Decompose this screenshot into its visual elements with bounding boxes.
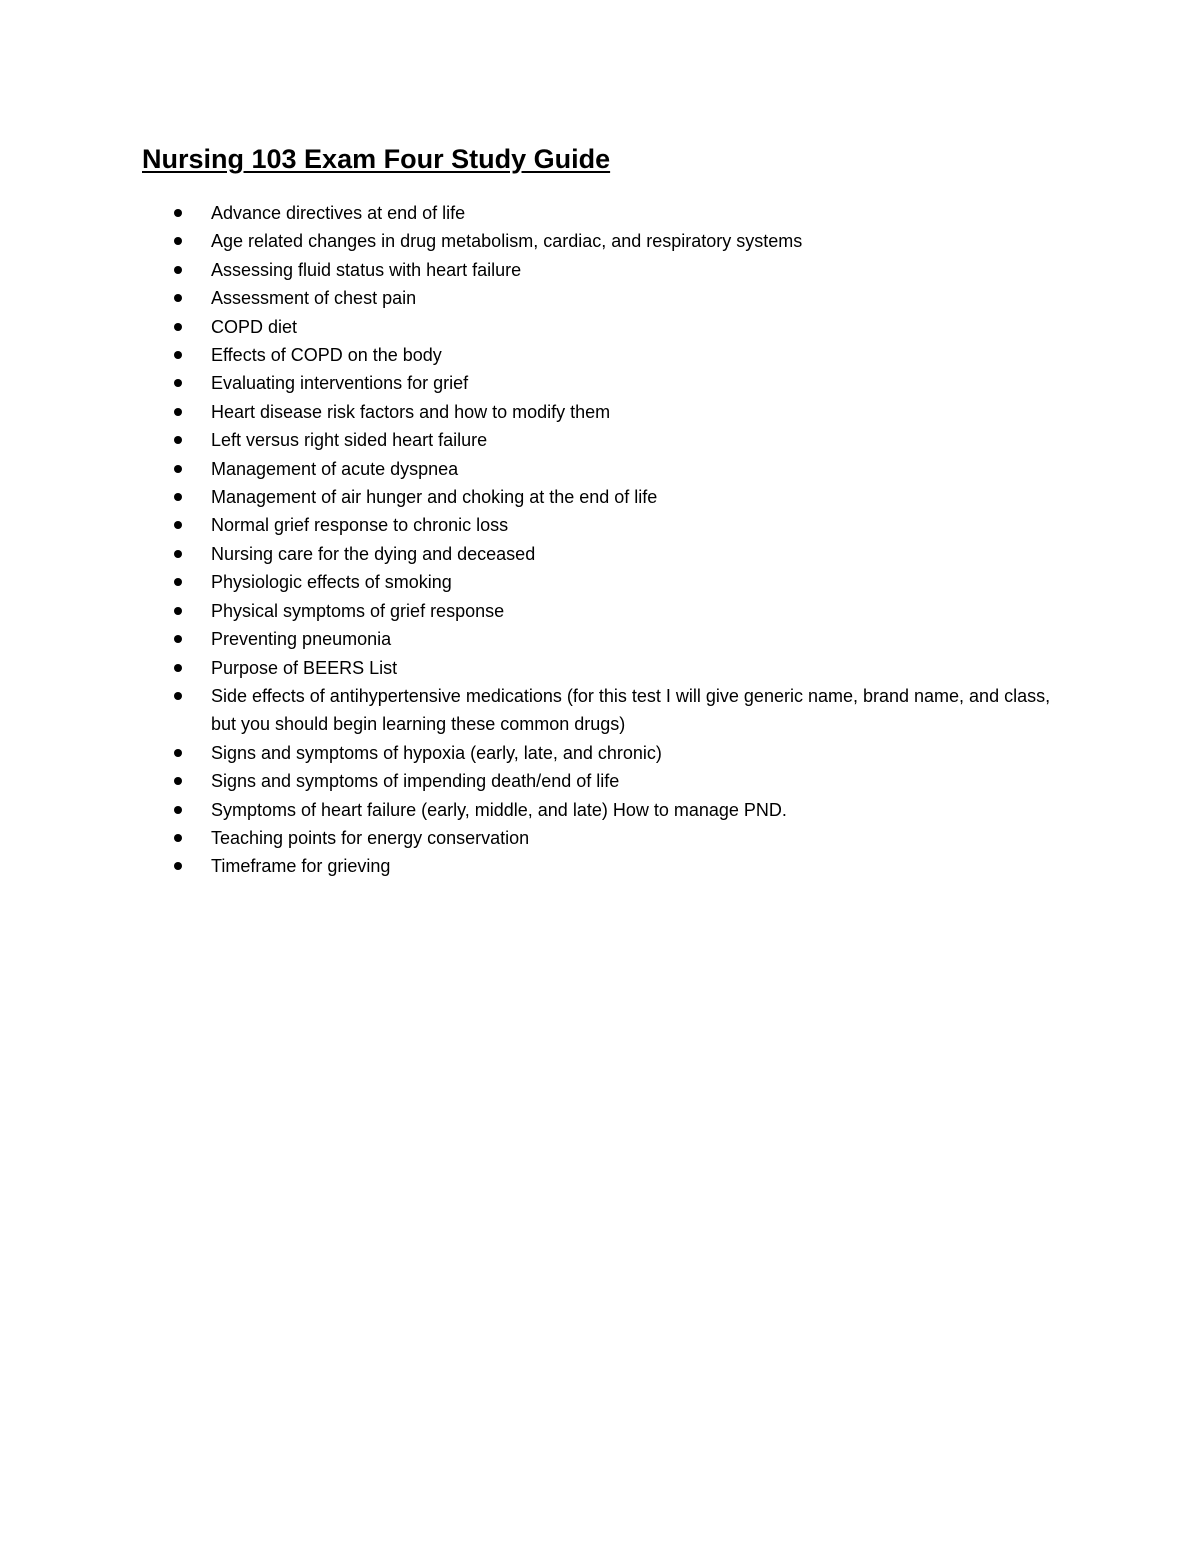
bullet-icon <box>174 408 182 416</box>
list-item <box>172 796 1052 824</box>
list-item <box>172 682 1052 739</box>
list-item <box>172 540 1052 568</box>
list-item <box>172 256 1052 284</box>
list-item <box>172 511 1052 539</box>
list-item <box>172 426 1052 454</box>
bullet-icon <box>174 351 182 359</box>
bullet-icon <box>174 436 182 444</box>
list-item-text: Physical symptoms of grief response <box>211 600 505 621</box>
list-item <box>172 369 1052 397</box>
list-item-text: COPD diet <box>211 316 298 337</box>
bullet-icon <box>174 806 182 814</box>
list-item-text: Side effects of antihypertensive medications (for this test I will give generic name, brand name, and class, but you should begin learning these common drugs) <box>211 685 1051 735</box>
bullet-icon <box>174 323 182 331</box>
list-item-text: Nursing care for the dying and deceased <box>211 543 536 564</box>
list-item-text: Symptoms of heart failure (early, middle, and late) How to manage PND. <box>211 799 787 820</box>
bullet-icon <box>174 465 182 473</box>
bullet-icon <box>174 607 182 615</box>
list-item-text: Purpose of BEERS List <box>211 657 398 678</box>
list-item <box>172 625 1052 653</box>
bullet-icon <box>174 749 182 757</box>
list-item <box>172 739 1052 767</box>
bullet-icon <box>174 294 182 302</box>
list-item <box>172 341 1052 369</box>
list-item <box>172 597 1052 625</box>
list-item-text: Management of air hunger and choking at the end of life <box>211 487 658 508</box>
bullet-icon <box>174 664 182 672</box>
list-item-text: Heart disease risk factors and how to modify them <box>211 401 611 422</box>
list-item-text: Normal grief response to chronic loss <box>211 515 509 536</box>
list-item <box>172 654 1052 682</box>
list-item <box>172 455 1052 483</box>
list-item <box>172 852 1052 880</box>
list-item-text: Timeframe for grieving <box>211 856 391 877</box>
list-item-text: Signs and symptoms of impending death/end of life <box>211 771 620 792</box>
bullet-icon <box>174 862 182 870</box>
bullet-icon <box>174 635 182 643</box>
list-item-text: Advance directives at end of life <box>211 203 466 223</box>
bullet-icon <box>174 209 182 217</box>
list-item-text: Assessment of chest pain <box>211 288 417 309</box>
list-item <box>172 199 1052 227</box>
list-item <box>172 313 1052 341</box>
list-item <box>172 824 1052 852</box>
list-item-text: Management of acute dyspnea <box>211 458 459 479</box>
list-item <box>172 284 1052 312</box>
page-title: Nursing 103 Exam Four Study Guide <box>142 144 611 174</box>
bullet-icon <box>174 266 182 274</box>
bullet-icon <box>174 692 182 700</box>
list-item-text: Teaching points for energy conservation <box>211 827 530 848</box>
list-item-text: Effects of COPD on the body <box>211 345 442 366</box>
list-item-text: Physiologic effects of smoking <box>211 572 452 593</box>
bullet-icon <box>174 493 182 501</box>
list-item-text: Left versus right sided heart failure <box>211 430 488 451</box>
study-topic-list <box>172 199 1052 881</box>
list-item <box>172 767 1052 795</box>
bullet-icon <box>174 578 182 586</box>
list-item <box>172 568 1052 596</box>
list-item-text: Age related changes in drug metabolism, cardiac, and respiratory systems <box>211 231 803 252</box>
bullet-icon <box>174 237 182 245</box>
list-item-text: Preventing pneumonia <box>211 629 392 650</box>
list-item <box>172 398 1052 426</box>
bullet-icon <box>174 834 182 842</box>
list-item-text: Assessing fluid status with heart failure <box>211 259 522 280</box>
list-item <box>172 227 1052 255</box>
list-item-text: Signs and symptoms of hypoxia (early, late, and chronic) <box>211 742 662 763</box>
bullet-icon <box>174 379 182 387</box>
bullet-icon <box>174 550 182 558</box>
bullet-icon <box>174 777 182 785</box>
bullet-icon <box>174 521 182 529</box>
list-item-text: Evaluating interventions for grief <box>211 373 469 394</box>
list-item <box>172 483 1052 511</box>
